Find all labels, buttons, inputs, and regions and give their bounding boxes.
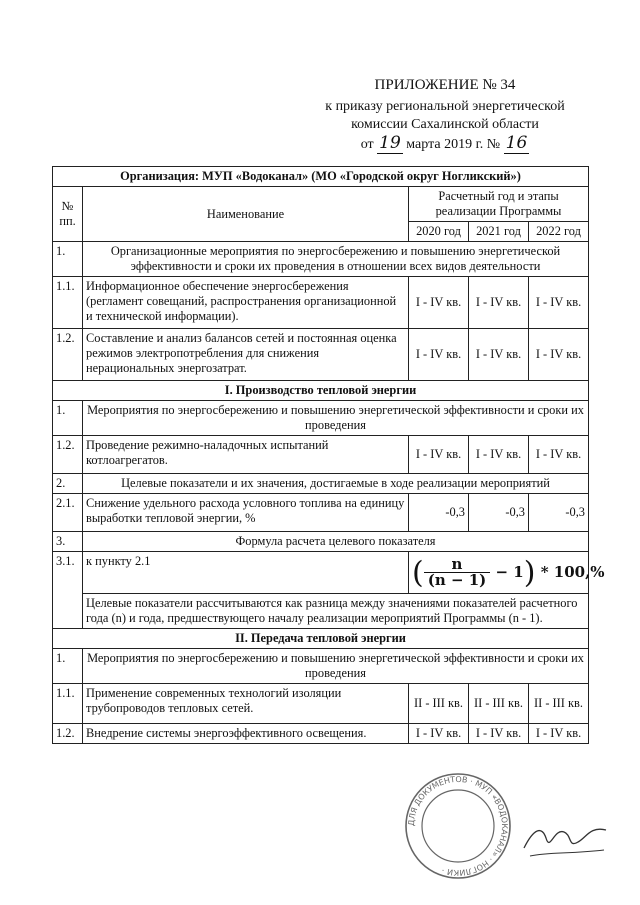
- formula-numerator: n: [424, 557, 491, 573]
- formula-note: Целевые показатели рассчитываются как разница между значениями показателей расчетного года (n) и года, предшествующего началу реализации мероприятий Программы (n - 1).: [83, 594, 589, 629]
- row-text: Внедрение системы энергоэффективного освещения.: [83, 724, 409, 744]
- table-row: [53, 329, 589, 381]
- year-2020: 2020 год: [409, 222, 469, 242]
- formula-minus-one: − 1: [495, 562, 524, 581]
- header-row: [53, 187, 589, 222]
- row-number: 1.: [53, 649, 83, 684]
- row-value: I - IV кв.: [469, 724, 529, 744]
- year-2021: 2021 год: [469, 222, 529, 242]
- table-row: [53, 242, 589, 277]
- row-text: Организационные мероприятия по энергосбережению и повышению энергетической эффективности и сроки их проведения в отношении всех видов деятельности: [83, 242, 589, 277]
- row-number: 1.2.: [53, 436, 83, 474]
- row-text: к пункту 2.1: [83, 552, 409, 594]
- program-table: [52, 166, 605, 744]
- row-text: Мероприятия по энергосбережению и повышению энергетической эффективности и сроки их проведения: [83, 401, 589, 436]
- date-prefix: от: [360, 137, 374, 152]
- row-text: Применение современных технологий изоляции трубопроводов тепловых сетей.: [83, 684, 409, 724]
- section-title-transfer: II. Передача тепловой энергии: [53, 629, 589, 649]
- row-text: Составление и анализ балансов сетей и постоянная оценка режимов электропотребления для снижения нерациональных энергозатрат.: [83, 329, 409, 381]
- organization-row: [53, 167, 589, 187]
- col-period-header: Расчетный год и этапы реализации Программы: [409, 187, 589, 222]
- row-value: I - IV кв.: [529, 329, 589, 381]
- section-row: [53, 629, 589, 649]
- table-row: [53, 594, 589, 629]
- row-value: I - IV кв.: [469, 329, 529, 381]
- table-row: [53, 401, 589, 436]
- order-number-handwritten: 16: [505, 133, 528, 153]
- stamp-inner-ring: [422, 790, 494, 862]
- row-value: -0,3: [409, 494, 469, 532]
- row-value: II - III кв.: [529, 684, 589, 724]
- row-value: I - IV кв.: [529, 724, 589, 744]
- order-line-1: к приказу региональной энергетической: [325, 99, 565, 114]
- row-text: Формула расчета целевого показателя: [83, 532, 589, 552]
- year-2022: 2022 год: [529, 222, 589, 242]
- row-text: Снижение удельного расхода условного топлива на единицу выработки тепловой энергии, %: [83, 494, 409, 532]
- row-value: II - III кв.: [409, 684, 469, 724]
- row-value: II - III кв.: [469, 684, 529, 724]
- row-value: -0,3: [469, 494, 529, 532]
- table-row: [53, 684, 589, 724]
- order-date-line: [300, 134, 590, 154]
- row-text: Целевые показатели и их значения, достигаемые в ходе реализации мероприятий: [83, 474, 589, 494]
- row-value: I - IV кв.: [409, 277, 469, 329]
- row-value: I - IV кв.: [409, 436, 469, 474]
- row-value: I - IV кв.: [529, 277, 589, 329]
- row-number: 1.2.: [53, 329, 83, 381]
- order-line-2: комиссии Сахалинской области: [351, 117, 539, 132]
- organization-name: Организация: МУП «Водоканал» (МО «Городской округ Ногликский»): [53, 167, 589, 187]
- row-value: I - IV кв.: [409, 724, 469, 744]
- row-text: Мероприятия по энергосбережению и повышению энергетической эффективности и сроки их проведения: [83, 649, 589, 684]
- round-stamp: [402, 770, 514, 882]
- date-day-handwritten: 19: [379, 133, 401, 153]
- row-number: 3.: [53, 532, 83, 552]
- section-row: [53, 381, 589, 401]
- row-number: 2.1.: [53, 494, 83, 532]
- row-value: -0,3: [529, 494, 589, 532]
- row-number: 1.1.: [53, 684, 83, 724]
- table-row: [53, 649, 589, 684]
- table-row: [53, 474, 589, 494]
- row-text: Проведение режимно-наладочных испытаний котлоагрегатов.: [83, 436, 409, 474]
- formula-multiplier: * 100,%: [540, 562, 605, 581]
- row-number: 3.1.: [53, 552, 83, 629]
- table-row: [53, 532, 589, 552]
- row-number: 2.: [53, 474, 83, 494]
- row-value: I - IV кв.: [469, 436, 529, 474]
- table-row: [53, 436, 589, 474]
- row-value: I - IV кв.: [469, 277, 529, 329]
- section-title-production: I. Производство тепловой энергии: [53, 381, 589, 401]
- row-text: Информационное обеспечение энергосбережения (регламент совещаний, распространения организационной и технической информации).: [83, 277, 409, 329]
- date-rest: марта 2019 г. №: [406, 137, 501, 152]
- table-row: [53, 724, 589, 744]
- stamp-ring-text: ДЛЯ ДОКУМЕНТОВ · МУП «ВОДОКАНАЛ» · НОГЛИКИ ·: [406, 774, 510, 878]
- formula-cell: [409, 552, 605, 594]
- row-number: 1.: [53, 242, 83, 277]
- table-row: [53, 494, 589, 532]
- table-row: [53, 552, 589, 594]
- row-value: I - IV кв.: [409, 329, 469, 381]
- row-value: I - IV кв.: [529, 436, 589, 474]
- order-reference: [300, 98, 590, 154]
- target-formula: ( $\frac{n}{(n - 1)}$ − 1) * 100,%: [412, 555, 605, 590]
- formula-denominator: (n − 1): [427, 571, 487, 589]
- table-row: [53, 277, 589, 329]
- col-num-header: № пп.: [53, 187, 83, 242]
- col-name-header: Наименование: [83, 187, 409, 242]
- row-number: 1.: [53, 401, 83, 436]
- signature: [520, 808, 610, 868]
- appendix-title: ПРИЛОЖЕНИЕ № 34: [374, 77, 516, 93]
- row-number: 1.1.: [53, 277, 83, 329]
- row-number: 1.2.: [53, 724, 83, 744]
